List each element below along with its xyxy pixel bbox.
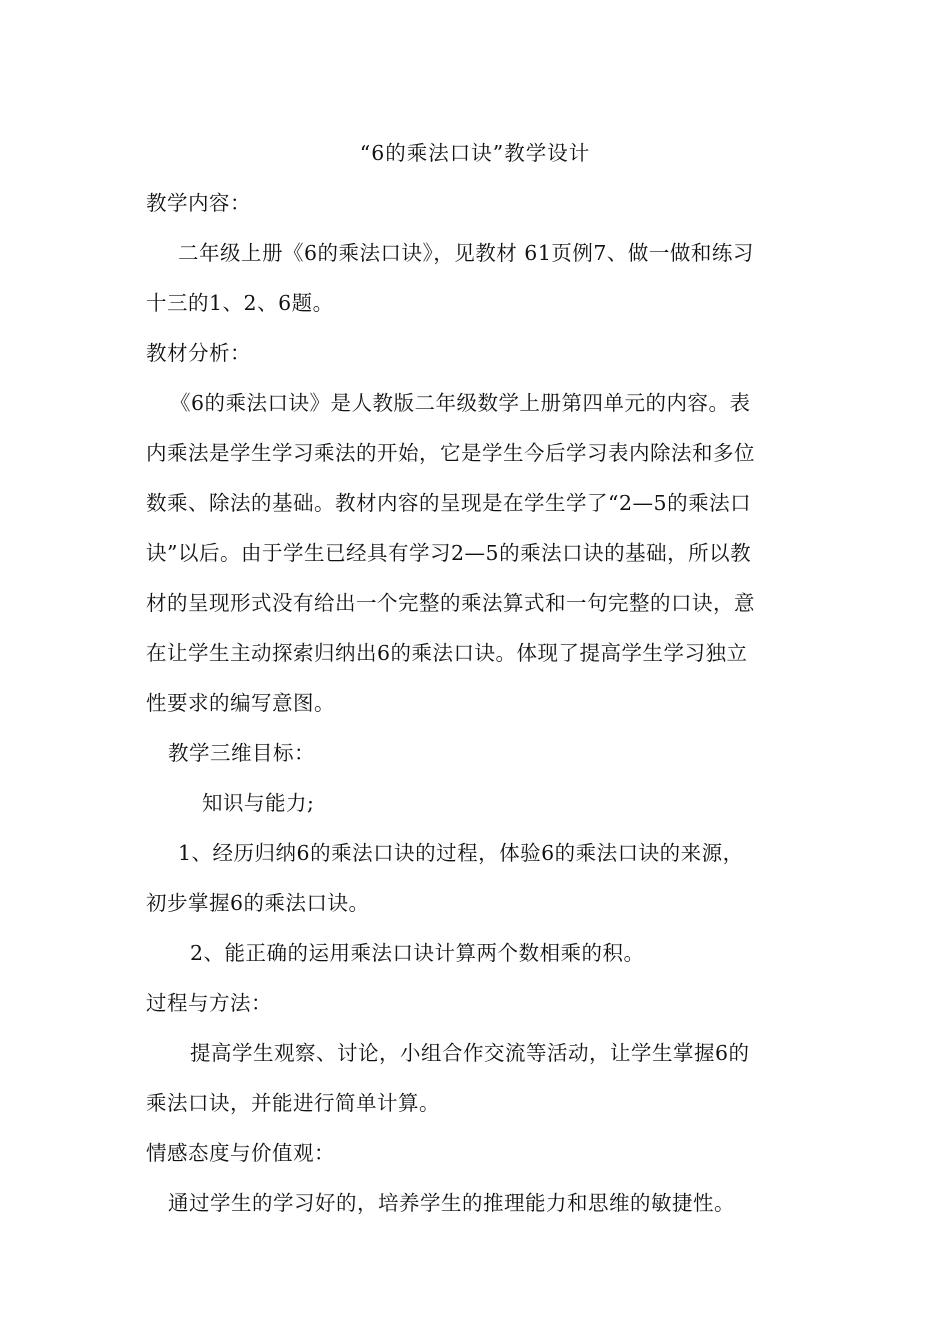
paragraph-line: 诀”以后。由于学生已经具有学习2—5的乘法口诀的基础，所以教 [146,541,752,565]
paragraph-line: 在让学生主动探索归纳出6的乘法口诀。体现了提高学生学习独立 [146,641,748,665]
heading-teaching-goals: 教学三维目标： [168,741,315,765]
paragraph-line: 内乘法是学生学习乘法的开始，它是学生今后学习表内除法和多位 [146,441,755,465]
heading-material-analysis: 教材分析： [146,341,251,365]
paragraph-line: 二年级上册《6的乘法口诀》，见教材 61页例7、做一做和练习 [178,241,754,265]
subheading-knowledge-ability: 知识与能力; [202,791,315,815]
heading-teaching-content: 教学内容： [146,191,251,215]
paragraph-line: 乘法口诀，并能进行简单计算。 [146,1091,440,1115]
paragraph-line: 十三的1、2、6题。 [146,291,334,315]
paragraph-line: 提高学生观察、讨论，小组合作交流等活动，让学生掌握6的 [190,1041,750,1065]
paragraph-line: 数乘、除法的基础。教材内容的呈现是在学生学了“2—5的乘法口 [146,491,752,515]
heading-emotion-values: 情感态度与价值观： [146,1141,335,1165]
paragraph-line: 2、能正确的运用乘法口诀计算两个数相乘的积。 [190,941,645,965]
document-title: “6的乘法口诀”教学设计 [359,141,591,165]
paragraph-line: 通过学生的学习好的，培养学生的推理能力和思维的敏捷性。 [168,1191,735,1215]
paragraph-line: 《6的乘法口诀》是人教版二年级数学上册第四单元的内容。表 [170,391,751,415]
heading-process-method: 过程与方法： [146,991,272,1015]
paragraph-line: 材的呈现形式没有给出一个完整的乘法算式和一句完整的口诀，意 [146,591,755,615]
paragraph-line: 1、经历归纳6的乘法口诀的过程，体验6的乘法口诀的来源， [178,841,744,865]
paragraph-line: 初步掌握6的乘法口诀。 [146,891,370,915]
paragraph-line: 性要求的编写意图。 [146,691,335,715]
